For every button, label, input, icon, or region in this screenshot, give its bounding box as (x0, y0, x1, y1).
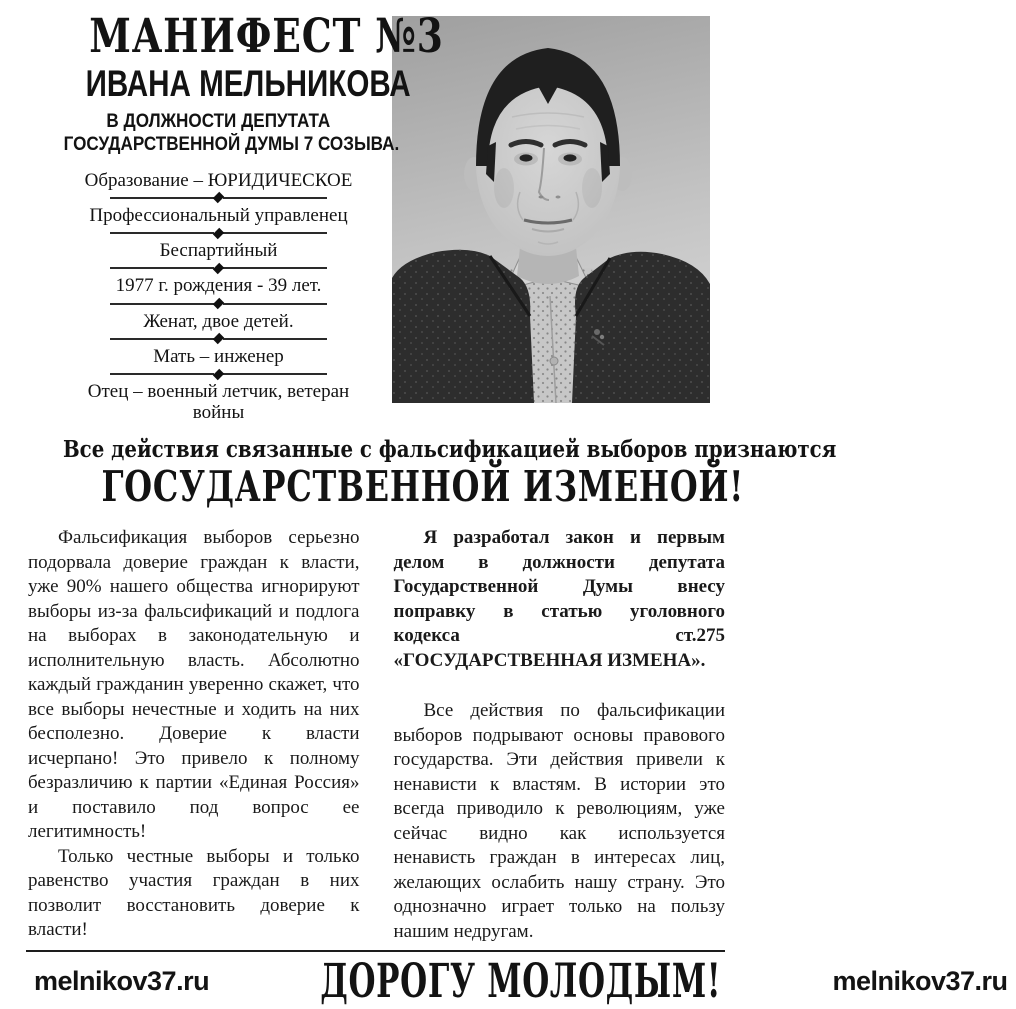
body-right-column (394, 526, 726, 944)
fact-text: 1977 г. рождения - 39 лет. (115, 275, 322, 297)
divider-line (110, 232, 214, 234)
diamond-icon (213, 333, 224, 344)
paragraph: Я разработал закон и первым делом в должности депутата Государственной Думы внесу поправку в статью уголовного кодекса ст.275 «ГОСУДАРСТВЕННАЯ ИЗМЕНА». (393, 527, 725, 671)
divider-line (223, 303, 327, 305)
divider-line (110, 303, 214, 305)
fact-item (69, 170, 369, 204)
banner-line2: ГОСУДАРСТВЕННОЙ ИЗМЕНОЙ! (101, 462, 745, 512)
fact-item (69, 275, 369, 309)
divider-line (223, 267, 327, 269)
fact-divider (69, 227, 369, 239)
footer-site-right: melnikov37.ru (832, 966, 1008, 997)
fact-divider (69, 298, 369, 310)
header-text-block (45, 8, 444, 424)
footer-site-left: melnikov37.ru (34, 966, 210, 997)
fact-text: Отец – военный летчик, ветеран войны (87, 381, 350, 424)
position-subtitle (45, 110, 400, 156)
paragraph: Фальсификация выборов серьезно подорвала доверие граждан к власти, уже 90% нашего общества игнорируют выборы из-за фальсификаций и подлога на выборах в законодательную и исполнительную власть. Абсолютно каждый гражданин уверенно скажет, что все выборы нечестные и ходить на них бесполезно. Доверие к власти исчерпано! Это привело к полному безразличию к партии «Единая Россия» и поставило под вопрос ее легитимность! (28, 527, 360, 843)
paragraph: Только честные выборы и только равенство участия граждан в них позволит восстановить доверие к власти! (28, 845, 360, 941)
fact-item (69, 381, 369, 424)
footer-slogan: ДОРОГУ МОЛОДЫМ! (320, 954, 722, 1009)
fact-divider (69, 368, 369, 380)
fact-text: Профессиональный управленец (89, 204, 348, 226)
fact-item (69, 311, 369, 345)
fact-divider (69, 192, 369, 204)
position-subtitle-line2: ГОСУДАРСТВЕННОЙ ДУМЫ 7 СОЗЫВА. (63, 134, 400, 156)
fact-item (69, 346, 369, 380)
diamond-icon (213, 298, 224, 309)
fact-text: Беспартийный (159, 240, 278, 262)
footer-section (26, 950, 1008, 1009)
header-section (0, 0, 751, 424)
fact-item (69, 205, 369, 239)
body-left-column (28, 526, 360, 944)
fact-divider (69, 262, 369, 274)
portrait-photo-svg (392, 16, 710, 403)
divider-line (110, 373, 214, 375)
diamond-icon (213, 192, 224, 203)
divider-line (223, 197, 327, 199)
divider-line (223, 232, 327, 234)
fact-text: Образование – ЮРИДИЧЕСКОЕ (84, 169, 353, 191)
candidate-name (45, 62, 411, 104)
diamond-icon (213, 227, 224, 238)
divider-line (110, 267, 214, 269)
fact-divider (69, 333, 369, 345)
diamond-icon (213, 263, 224, 274)
body-columns (0, 526, 751, 944)
fact-item (69, 240, 369, 274)
portrait-photo (392, 16, 710, 403)
divider-line (223, 373, 327, 375)
paragraph: Все действия по фальсификации выборов подрывают основы правового государства. Эти действия привели к ненависти к властям. В истории это всегда приводило к революциям, уже сейчас видно как используется ненависть граждан в интересах лиц, желающих ослабить нашу страну. Это однозначно играет только на пользу нашим недругам. (393, 700, 725, 942)
treason-banner (0, 435, 837, 512)
fact-text: Женат, двое детей. (143, 310, 294, 332)
candidate-name-text: ИВАНА МЕЛЬНИКОВА (85, 62, 411, 104)
facts-list (69, 170, 369, 424)
divider-line (110, 197, 214, 199)
position-subtitle-line1: В ДОЛЖНОСТИ ДЕПУТАТА (106, 111, 331, 133)
banner-line1: Все действия связанные с фальсификацией выборов признаются (62, 435, 837, 463)
diamond-icon (213, 368, 224, 379)
page-title-text: МАНИФЕСТ №3 (89, 9, 444, 64)
divider-line (110, 338, 214, 340)
fact-text: Мать – инженер (153, 345, 284, 367)
divider-line (223, 338, 327, 340)
page-title (45, 9, 444, 64)
